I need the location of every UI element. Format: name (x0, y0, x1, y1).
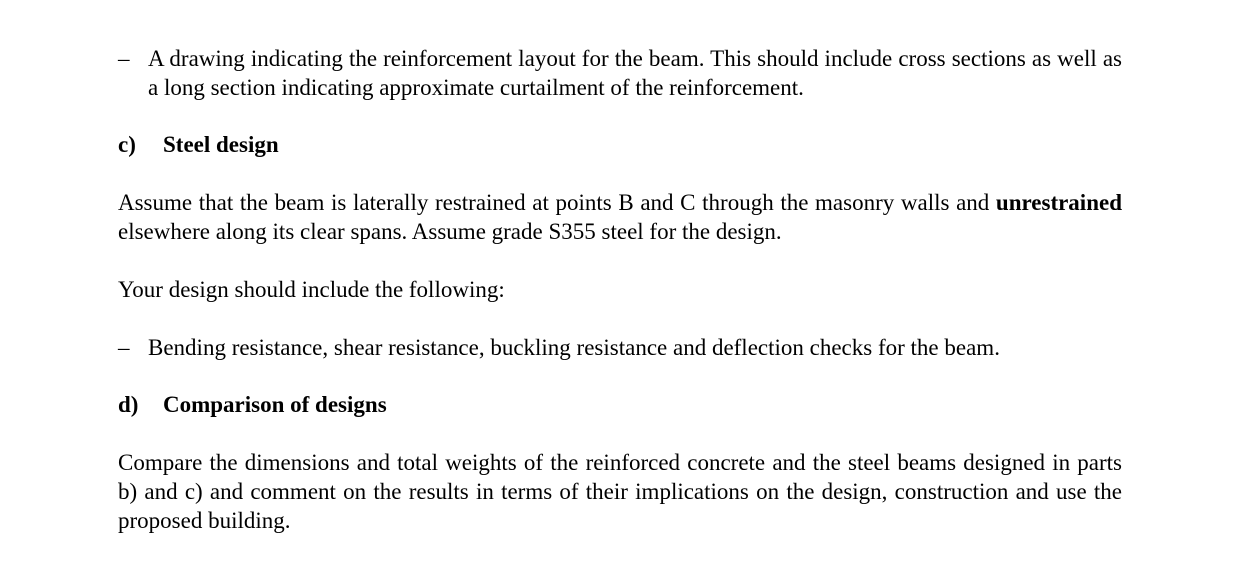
bullet-text: A drawing indicating the reinforcement layout for the beam. This should include cross sections as well as a long section indicating approximate curtailment of the reinforcement. (148, 46, 1122, 100)
bullet-item-reinforcement-drawing (118, 45, 1122, 102)
section-letter: d) (118, 392, 139, 417)
restraint-text-after: elsewhere along its clear spans. Assume grade S355 steel for the design. (118, 218, 782, 244)
section-heading-steel-design (118, 131, 1122, 160)
section-letter: c) (118, 132, 136, 157)
bullet-text: Bending resistance, shear resistance, buckling resistance and deflection checks for the beam. (148, 334, 1000, 360)
section-heading-comparison (118, 391, 1122, 420)
document-page (118, 45, 1122, 535)
restraint-text-before: Assume that the beam is laterally restrained at points B and C through the masonry walls and (118, 189, 996, 215)
bullet-dash: – (118, 46, 130, 71)
bullet-item-beam-checks (118, 334, 1122, 363)
section-title: Steel design (163, 132, 279, 157)
design-include-paragraph: Your design should include the following: (118, 276, 505, 302)
section-title: Comparison of designs (163, 392, 387, 417)
comparison-paragraph: Compare the dimensions and total weights of the reinforced concrete and the steel beams designed in parts b) and c) and comment on the results in terms of their implications on the design, construction and use the proposed building. (118, 449, 1122, 533)
restraint-paragraph (118, 188, 1122, 246)
restraint-bold-term: unrestrained (995, 189, 1122, 215)
bullet-dash: – (118, 334, 130, 360)
